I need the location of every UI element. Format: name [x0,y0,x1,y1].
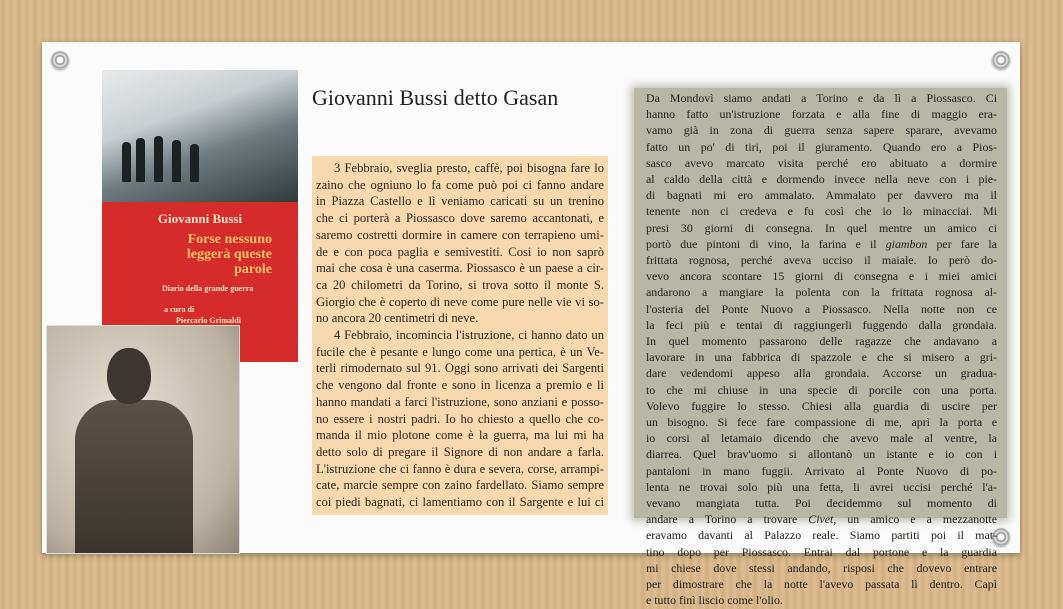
text-line: un bisogno. Si fece fare compassione di me, aprì la porta e [646,415,997,430]
text-line: vamo già in zona di guerra senza sapere sparare, avevamo [646,123,997,138]
text-line: de e con poca paglia e semivestiti. Cosi io non saprò [316,244,604,259]
text-line: andarono a mangiare la polenta con la frittata rognosa al- [646,285,997,300]
pin-icon [992,51,1010,69]
text-line: vevano mangiata tutta. Poi decidemmo sul momento di [646,496,997,511]
text-line: al caldo della città e dormendo invece nella neve con i pie- [646,172,997,187]
text-line: Da Mondovì siamo andati a Torino e da lì a Piossasco. Ci [646,91,997,105]
text-line: manda il mio plotone come è la guerra, ma lui mi ha [316,428,604,443]
text-line: portò due pintoni di vino, la farina e il giambon per fare la [646,236,997,251]
text-line: ca 20 chilometri da Torino, si trova sotto il monte S. [316,277,604,292]
cover-title-line: Forse nessuno [187,232,272,247]
text-line: saremo costretti dormire in camere con terrapieno umi- [316,227,604,242]
text-line: Giorgio che è coperto di neve come pure nelle vie vi so- [316,294,604,309]
text-line: sasco avevo marcato visita perché ero abituato a dormire [646,155,997,170]
text-line: presi 30 giorni di consegna. In quel mentre un amico ci [646,220,997,235]
text-line: zaino che ogniuno lo fa come può poi ci fanno andare [316,177,604,192]
text-line: lenta ne trovai solo più una fetta, li avrei uccisi perché l'a- [646,479,997,494]
text-line: hanno mandati a farci l'istruzione, sono anziani e posso- [316,394,604,409]
text-line: che ci porterà a Piossasco dove saremo accantonati, e [316,211,604,226]
text-line: mi chiese dove stessi andando, risposi che dovevo entrare [646,560,997,575]
text-line: 3 Febbraio, sveglia presto, caffè, poi bisogna fare lo [334,161,604,175]
text-line: L'istruzione che ci fanno è dura e severa, corse, arrampi- [316,461,604,476]
text-line: la feci più e tentai di raggiungerli fuggendo dalla grondaia. [646,317,997,332]
text-line: per dimostrare che la notte l'avevo passata lì dentro. Capì [646,577,997,592]
text-line: pantaloni in mano fuggii. Arrivato al Ponte Nuovo di po- [646,463,997,478]
soldier-portrait-photo [46,325,240,554]
testimony-text-box [634,88,1007,608]
text-line: eravamo davanti al Palazzo reale. Siamo partiti poi il mat- [646,528,997,543]
cover-illustration [102,70,298,202]
text-line: detto solo di pregare il Signore di non andare a farla. [316,444,604,459]
text-line: coi piedi bagnati, ci lamentiamo con il Sargente e lui ci [316,495,604,510]
text-line: che vengono dal fronte e sono in licenza a premio e li [316,378,604,393]
page-title: Giovanni Bussi detto Gasan [312,85,559,110]
text-line: dare vedendomi appeso alla grondaia. Accorse un gradua- [646,366,997,381]
text-line: l'osteria del Ponte Nuovo a Piossasco. Nella notte non ce [646,301,997,316]
text-line: hanno fatto un'istruzione forzata e alla fine di maggio era- [646,107,997,122]
text-line: tenente non ci credeva e fu così che io lo minacciai. Mi [646,204,997,219]
cover-title-line: leggerà queste [186,247,272,262]
cover-author: Giovanni Bussi [157,211,243,226]
text-line: cate, marcie sempre con zaino fardellato. Siamo sempre [316,478,604,493]
cover-editor-name: Piercarlo Grimaldi [176,316,241,325]
text-line: diarrea. Quel brav'uomo si allontanò un istante e io con i [646,447,997,462]
text-line: io corsi al letamaio dicendo che avevo male al ventre, la [646,431,997,446]
cover-editor [164,304,241,326]
text-line: frittata rognosa, perché aveva ucciso il maiale. Io però do- [646,253,997,268]
text-line: to che mi chiuse in una specie di porcile con una porta. [646,382,997,397]
cover-title-line: parole [234,262,272,277]
cover-subtitle: Diario della grande guerra [162,284,254,293]
diary-excerpt-box [312,156,608,515]
text-line: tino dopo per Piossasco. Entrai dal portone e la guardia [646,544,997,559]
text-line: andare a Torino a trovare Civet, un amico e a mezzanotte [646,512,997,527]
text-line: fatto un po' di tiri, poi il giuramento. Quando ero a Pios- [646,139,997,154]
text-line: in Piazza Castello e lì veniamo caricati su un trenino [316,194,604,209]
pin-icon [51,51,69,69]
text-line: fucile che è pesante e lungo come una pertica, è un Ve- [316,344,604,359]
text-line: mai che cosa è una caserma. Piossasco è un paese a cir- [316,261,604,276]
text-line: lavorare in una fabbrica di spazzole e che si misero a gri- [646,350,997,365]
text-line: di bagnati mi ero ammalato. Ammalato per davvero ma il [646,188,997,203]
text-line: terli rimodernato sul 91. Oggi sono arrivati dei Sargenti [316,361,604,376]
text-line: e tutto finì liscio come l'olio. [646,593,783,608]
text-line: vevo ancora scontare 15 giorni di consegna e i miei amici [646,269,997,284]
text-line: Volevo fuggire lo stesso. Chiesi alla guardia di uscire per [646,398,997,413]
text-line: 4 Febbraio, incomincia l'istruzione, ci hanno dato un [334,328,604,343]
cover-title [132,232,272,277]
text-line: no ancora 20 centimetri di neve. [316,311,479,326]
text-line: In quel momento passarono delle ragazze che andavano a [646,334,997,349]
cover-editor-label: a cura di [164,305,195,314]
text-line: no essere i nostri padri. Io ho chiesto a quello che co- [316,411,604,426]
book-cover [102,70,298,362]
